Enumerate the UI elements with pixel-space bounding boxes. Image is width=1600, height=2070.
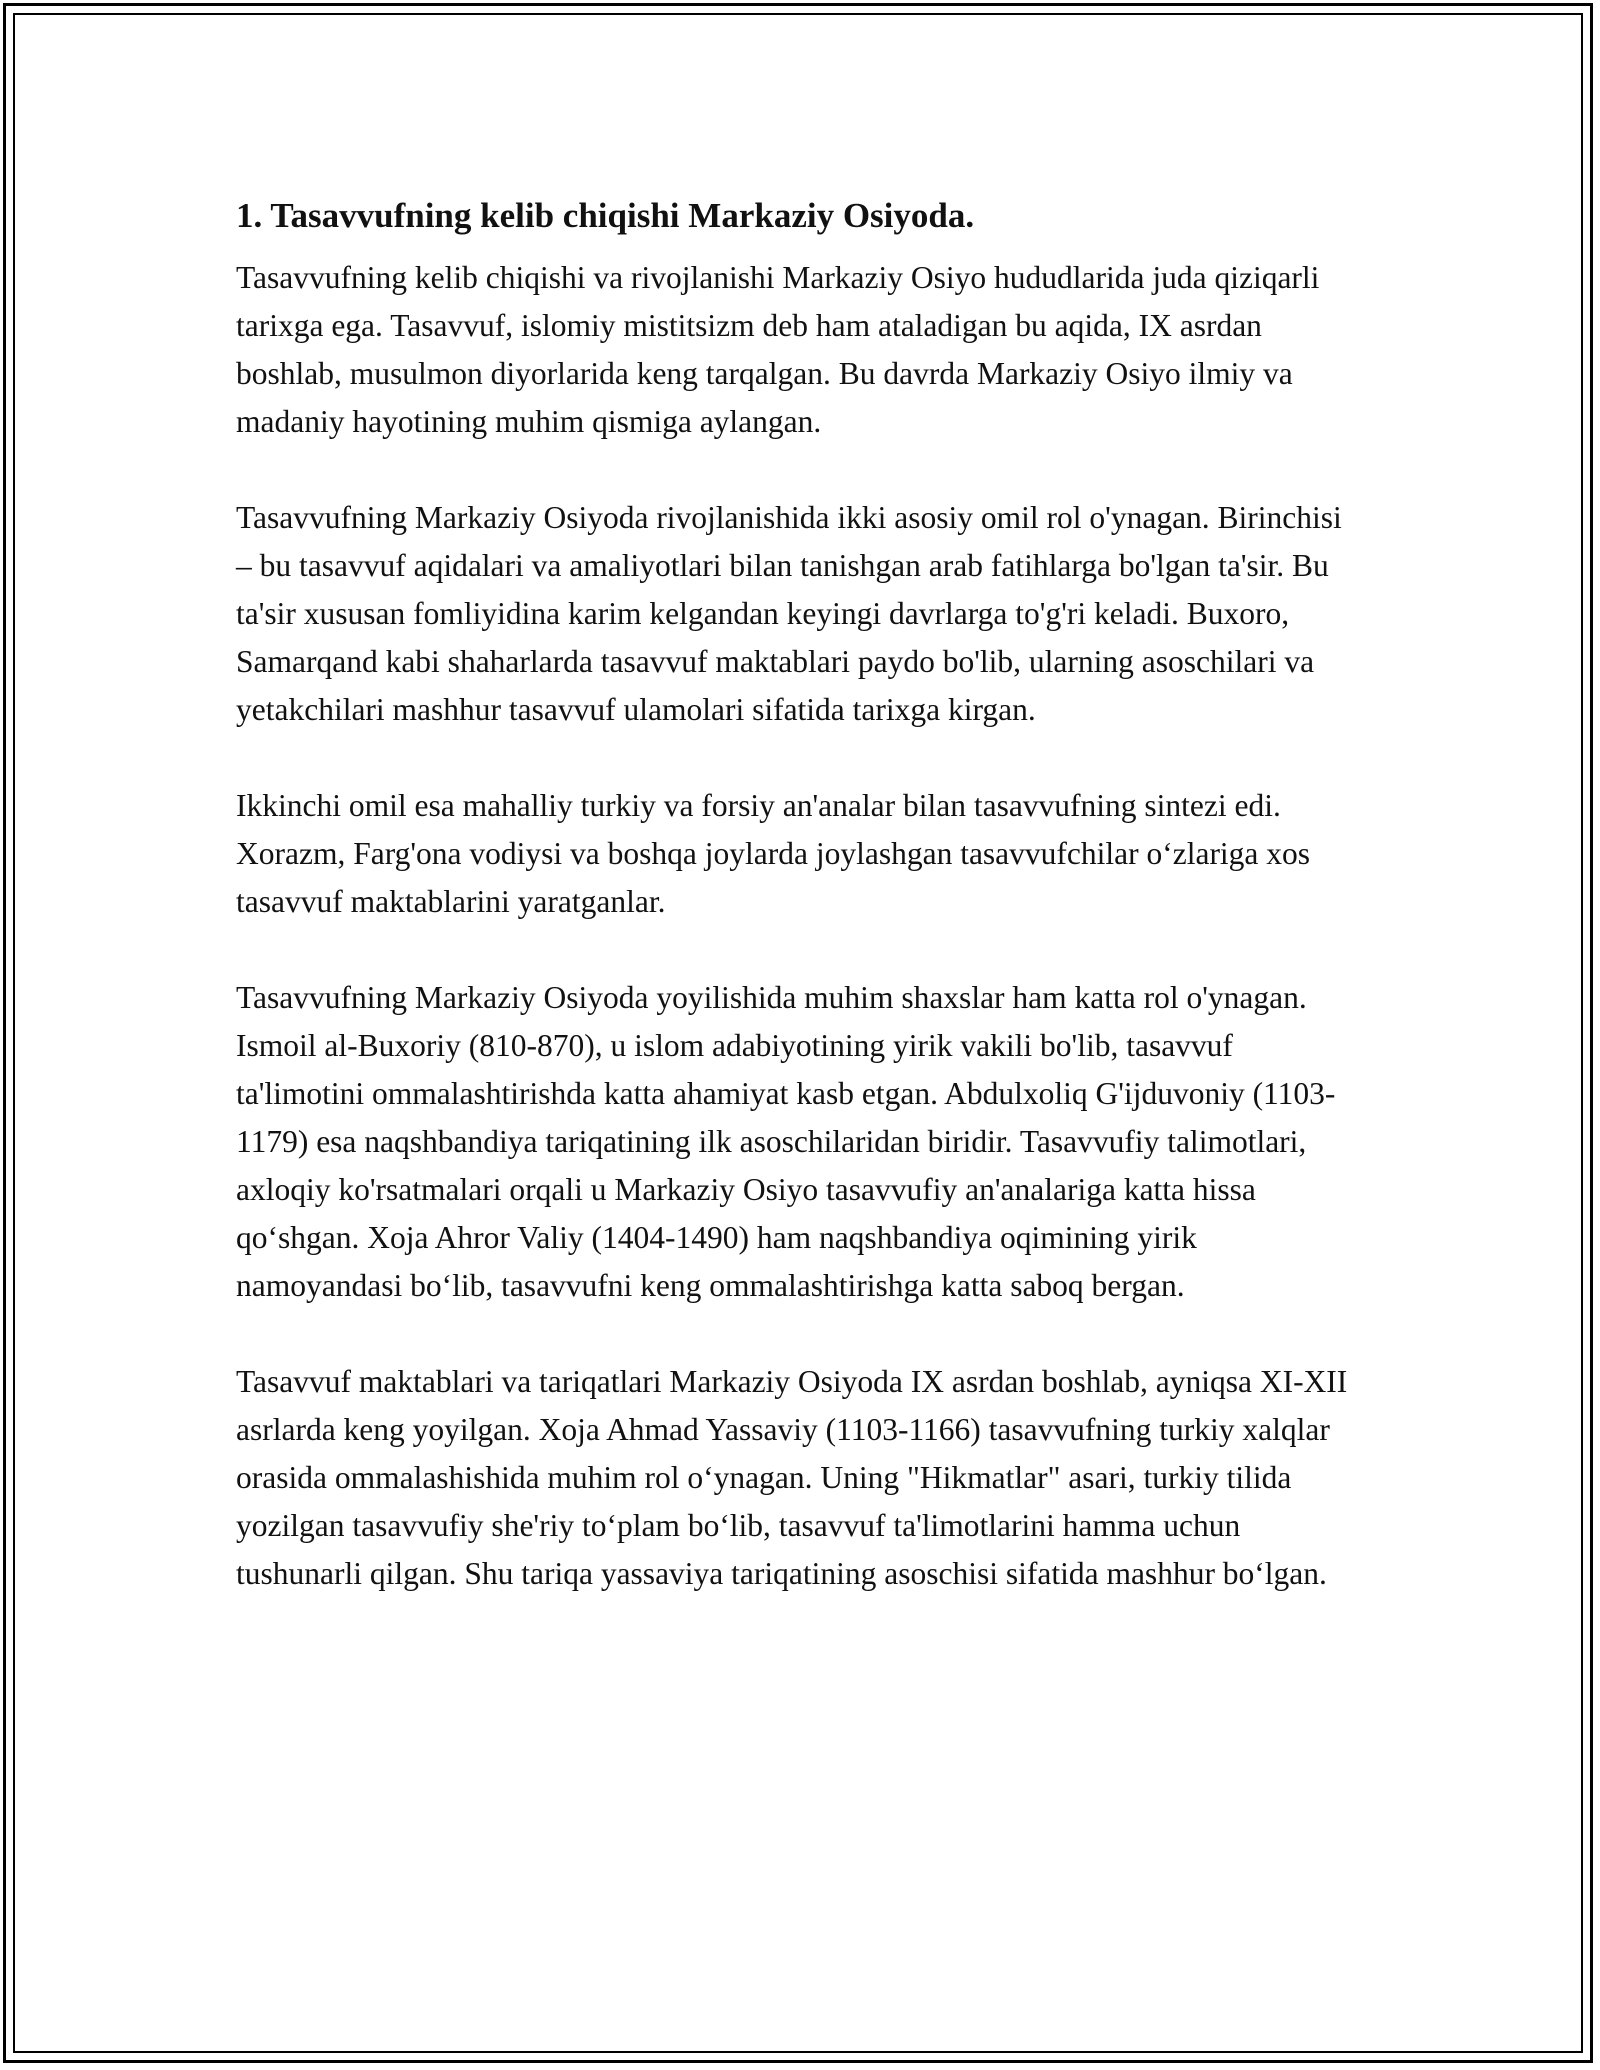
section-heading: 1. Tasavvufning kelib chiqishi Markaziy Osiyoda. bbox=[236, 196, 975, 235]
paragraph-2: Tasavvufning Markaziy Osiyoda rivojlanishida ikki asosiy omil rol o'ynagan. Birinchisi – bu tasavvuf aqidalari va amaliyotlari bilan tanishgan arab fatihlarga bo'lgan ta'sir. Bu ta'sir xususan fomliyidina karim kelgandan keyingi davrlarga to'g'ri keladi. Buxoro, Samarqand kabi shaharlarda tasavvuf maktablari paydo bo'lib, ularning asoschilari va yetakchilari mashhur tasavvuf ulamolari sifatida tarixga kirgan. bbox=[236, 500, 1342, 727]
paragraph-4: Tasavvufning Markaziy Osiyoda yoyilishida muhim shaxslar ham katta rol o'ynagan. Ismoil al-Buxoriy (810-870), u islom adabiyotining yirik vakili bo'lib, tasavvuf ta'limotini ommalashtirishda katta ahamiyat kasb etgan. Abdulxoliq G'ijduvoniy (1103-1179) esa naqshbandiya tariqatining ilk asoschilaridan biridir. Tasavvufiy talimotlari, axloqiy ko'rsatmalari orqali u Markaziy Osiyo tasavvufiy an'analariga katta hissa qo‘shgan. Xoja Ahror Valiy (1404-1490) ham naqshbandiya oqimining yirik namoyandasi bo‘lib, tasavvufni keng ommalashtirishga katta saboq bergan. bbox=[236, 980, 1336, 1303]
paragraph-1: Tasavvufning kelib chiqishi va rivojlanishi Markaziy Osiyo hududlarida juda qiziqarli tarixga ega. Tasavvuf, islomiy mistitsizm deb ham ataladigan bu aqida, IX asrdan boshlab, musulmon diyorlarida keng tarqalgan. Bu davrda Markaziy Osiyo ilmiy va madaniy hayotining muhim qismiga aylangan. bbox=[236, 260, 1320, 439]
paragraph-5: Tasavvuf maktablari va tariqatlari Markaziy Osiyoda IX asrdan boshlab, ayniqsa XI-XII asrlarda keng yoyilgan. Xoja Ahmad Yassaviy (1103-1166) tasavvufning turkiy xalqlar orasida ommalashishida muhim rol o‘ynagan. Uning "Hikmatlar" asari, turkiy tilida yozilgan tasavvufiy she'riy to‘plam bo‘lib, tasavvuf ta'limotlarini hamma uchun tushunarli qilgan. Shu tariqa yassaviya tariqatining asoschisi sifatida mashhur bo‘lgan. bbox=[236, 1364, 1348, 1591]
document-body bbox=[236, 190, 1361, 1646]
paragraph-3: Ikkinchi omil esa mahalliy turkiy va forsiy an'analar bilan tasavvufning sintezi edi. Xorazm, Farg'ona vodiysi va boshqa joylarda joylashgan tasavvufchilar o‘zlariga xos tasavvuf maktablarini yaratganlar. bbox=[236, 788, 1311, 919]
